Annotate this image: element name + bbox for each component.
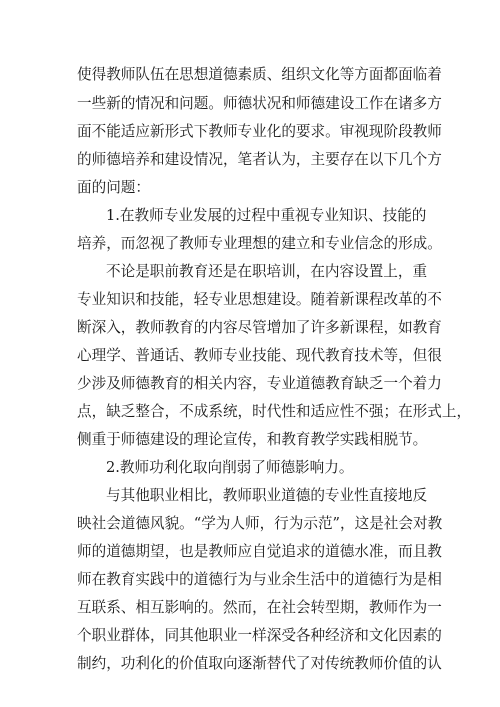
text-line: 一些新的情况和问题。师德状况和师德建设工作在诸多方 bbox=[77, 95, 442, 112]
text-line: 点，缺乏整合，不成系统，时代性和适应性不强；在形式上， bbox=[77, 403, 472, 420]
text-line: 制约，功利化的价值取向逐渐替代了对传统教师价值的认 bbox=[77, 655, 442, 672]
section-heading-1: 1.在教师专业发展的过程中重视专业知识、技能的 bbox=[106, 207, 427, 224]
section-heading-2: 2.教师功利化取向削弱了师德影响力。 bbox=[106, 459, 354, 476]
text-line: 与其他职业相比，教师职业道德的专业性直接地反 bbox=[106, 487, 428, 504]
text-line: 师在教育实践中的道德行为与业余生活中的道德行为是相 bbox=[77, 571, 442, 588]
text-line: 个职业群体，同其他职业一样深受各种经济和文化因素的 bbox=[77, 627, 442, 644]
text-line: 使得教师队伍在思想道德素质、组织文化等方面都面临着 bbox=[77, 66, 442, 83]
text-line: 少涉及师德教育的相关内容，专业道德教育缺乏一个着力 bbox=[77, 375, 442, 392]
text-line: 面的问题： bbox=[77, 179, 150, 196]
text-line: 心理学、普通话、教师专业技能、现代教育技术等，但很 bbox=[77, 347, 442, 364]
text-line: 培养，而忽视了教师专业理想的建立和专业信念的形成。 bbox=[77, 235, 442, 252]
text-line: 的师德培养和建设情况，笔者认为，主要存在以下几个方 bbox=[77, 151, 442, 168]
text-line: 面不能适应新形式下教师专业化的要求。审视现阶段教师 bbox=[77, 123, 442, 140]
text-line: 互联系、相互影响的。然而，在社会转型期，教师作为一 bbox=[77, 599, 442, 616]
text-line: 断深入，教师教育的内容尽管增加了许多新课程，如教育 bbox=[77, 319, 442, 336]
text-line: 师的道德期望，也是教师应自觉追求的道德水准，而且教 bbox=[77, 543, 442, 560]
text-line: 专业知识和技能，轻专业思想建设。随着新课程改革的不 bbox=[77, 291, 442, 308]
text-line: 侧重于师德建设的理论宣传，和教育教学实践相脱节。 bbox=[77, 431, 428, 448]
text-line: 不论是职前教育还是在职培训，在内容设置上，重 bbox=[106, 263, 428, 280]
text-line: 映社会道德风貌。“学为人师，行为示范”，这是社会对教 bbox=[77, 515, 443, 532]
